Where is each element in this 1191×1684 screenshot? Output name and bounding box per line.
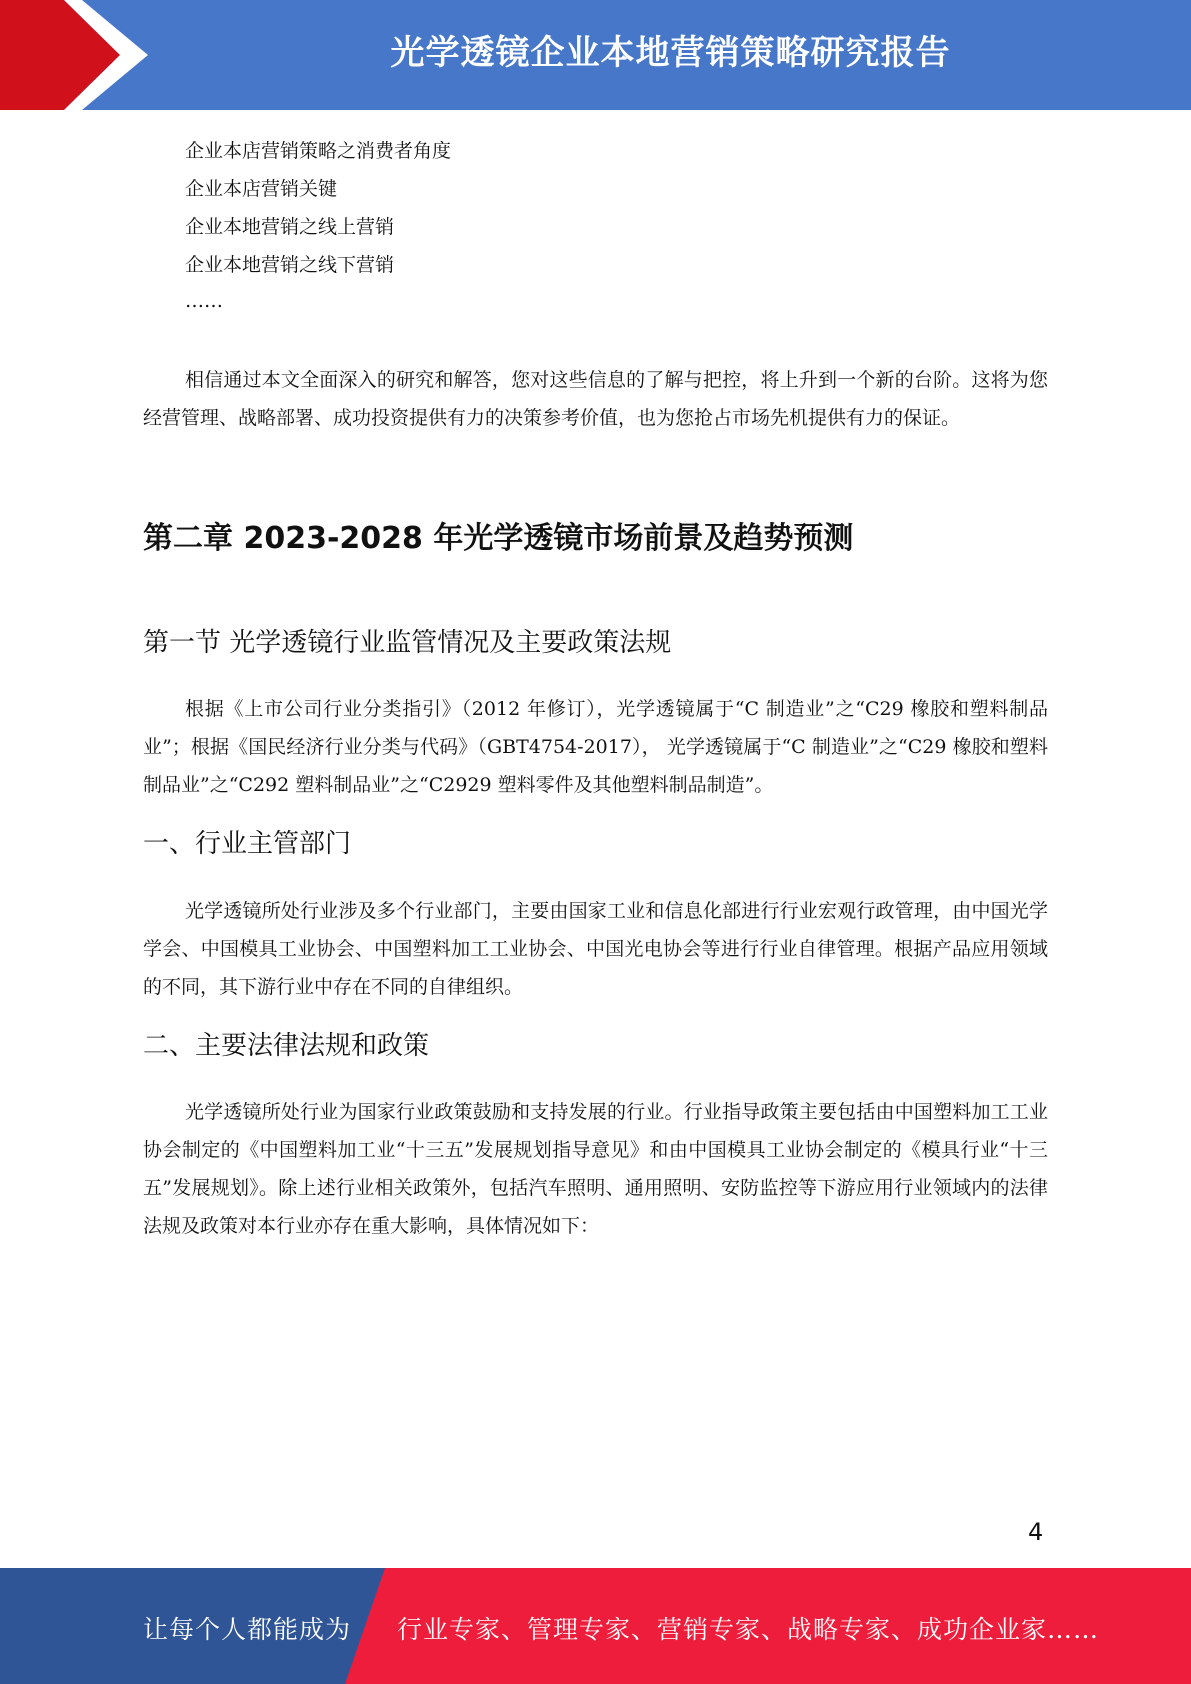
list-item: 企业本地营销之线上营销 <box>185 216 395 238</box>
intro-paragraph: 相信通过本文全面深入的研究和解答，您对这些信息的了解与把控，将上升到一个新的台阶。这将为您经营管理、战略部署、成功投资提供有力的决策参考价值，也为您抢占市场先机提供有力的保证。 <box>143 369 1048 429</box>
footer-slogan-left: 让每个人都能成为 <box>143 1615 352 1644</box>
page-header <box>0 0 1191 110</box>
header-chevron-decoration <box>0 0 160 110</box>
list-item: 企业本店营销策略之消费者角度 <box>185 140 452 162</box>
subsection-1-paragraph: 光学透镜所处行业涉及多个行业部门，主要由国家工业和信息化部进行行业宏观行政管理，由中国光学学会、中国模具工业协会、中国塑料加工工业协会、中国光电协会等进行行业自律管理。根据产品应用领域的不同，其下游行业中存在不同的自律组织。 <box>143 900 1048 998</box>
list-item-ellipsis: …… <box>185 290 223 312</box>
subsection-2-paragraph: 光学透镜所处行业为国家行业政策鼓励和支持发展的行业。行业指导政策主要包括由中国塑料加工工业协会制定的《中国塑料加工业“十三五”发展规划指导意见》和由中国模具工业协会制定的《模具行业“十三五”发展规划》。除上述行业相关政策外，包括汽车照明、通用照明、安防监控等下游应用行业领域内的法律法规及政策对本行业亦存在重大影响，具体情况如下： <box>143 1101 1048 1237</box>
subsection-1-title: 一、行业主管部门 <box>143 829 352 859</box>
subsection-2-title: 二、主要法律法规和政策 <box>143 1031 430 1061</box>
footer-slogan-right: 行业专家、管理专家、营销专家、战略专家、成功企业家…… <box>397 1615 1100 1644</box>
page-number: 4 <box>1028 1518 1044 1546</box>
section-paragraph: 根据《上市公司行业分类指引》（2012 年修订），光学透镜属于“C 制造业”之“C29 橡胶和塑料制品业”；根据《国民经济行业分类与代码》（GBT4754-2017）， 光学透镜属于“C 制造业”之“C29 橡胶和塑料制品业”之“C292 塑料制品业”之“C2929 塑料零件及其他塑料制品制造”。 <box>143 698 1048 796</box>
report-title: 光学透镜企业本地营销策略研究报告 <box>390 33 951 73</box>
header-red-chevron <box>0 0 120 110</box>
chapter-title: 第二章 2023-2028 年光学透镜市场前景及趋势预测 <box>143 521 854 556</box>
page-footer <box>0 1568 1191 1684</box>
list-item: 企业本地营销之线下营销 <box>185 254 395 276</box>
list-item: 企业本店营销关键 <box>185 178 338 200</box>
section-title: 第一节 光学透镜行业监管情况及主要政策法规 <box>143 628 672 658</box>
